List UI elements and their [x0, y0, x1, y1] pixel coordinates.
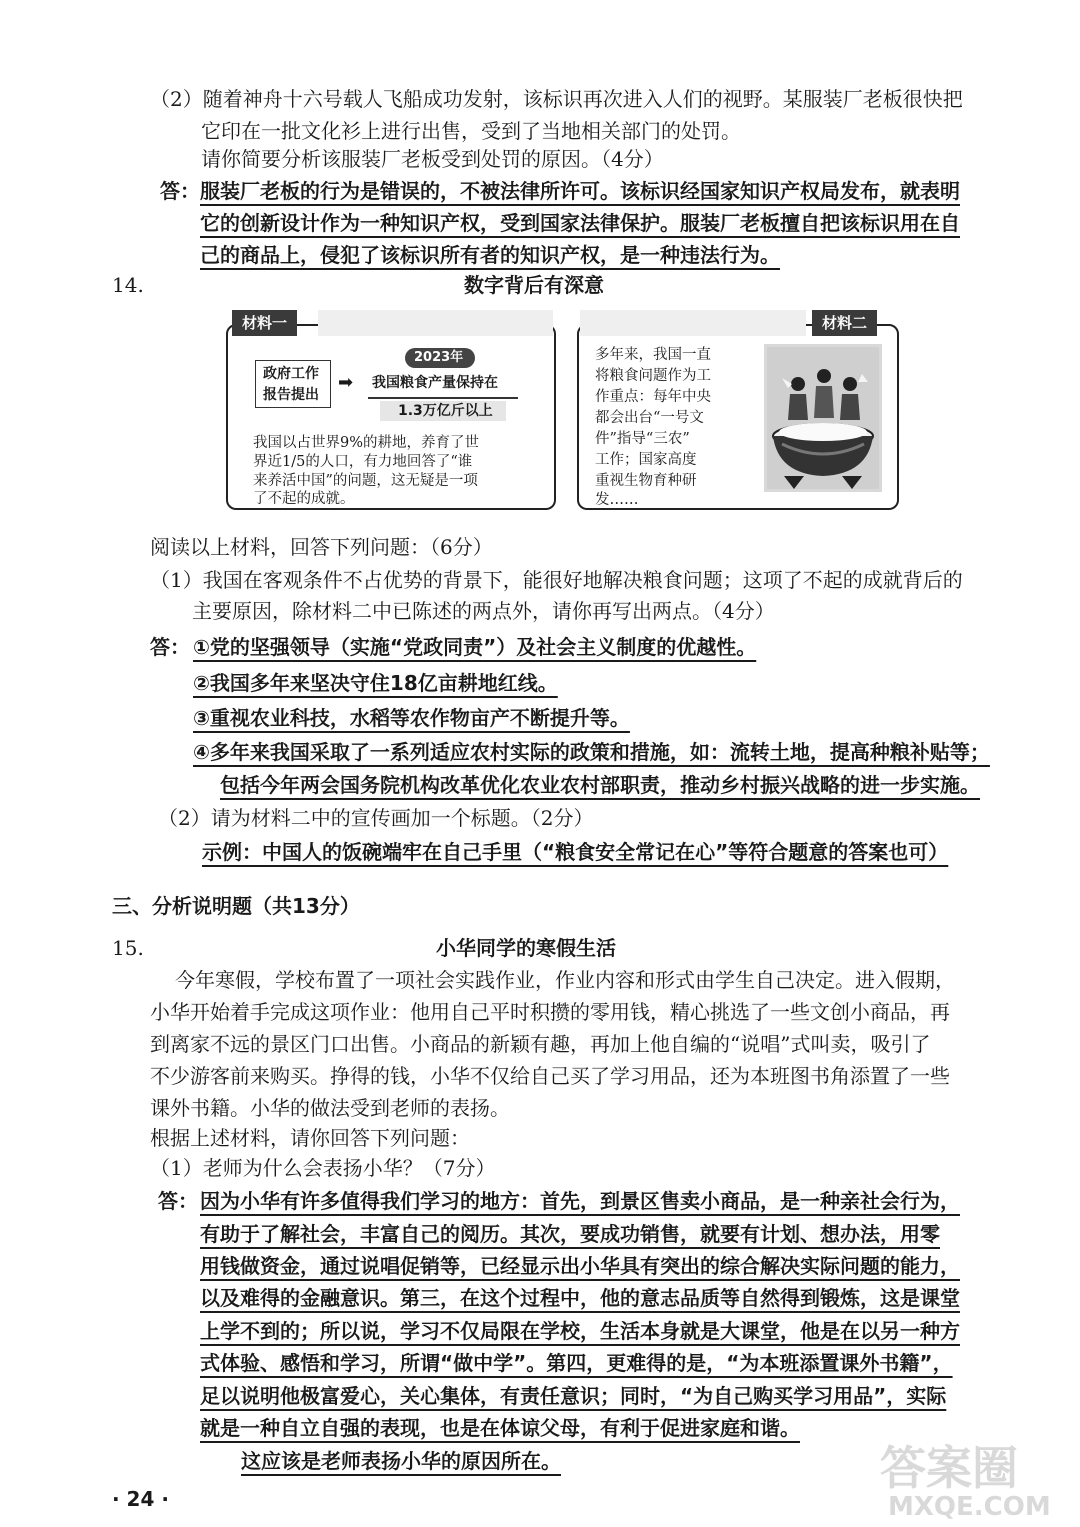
q15-answer-label: 答：	[158, 1189, 198, 1213]
material2-text-line7: 重视生物育种研	[595, 473, 697, 489]
q15-number: 15.	[112, 936, 144, 960]
q14-answer-1: ①党的坚强领导（实施“党政同责”）及社会主义制度的优越性。	[193, 635, 757, 659]
q14-answer-4-line2: 包括今年两会国务院机构改革优化农业农村部职责，推动乡村振兴战略的进一步实施。	[220, 773, 980, 797]
q15-answer-line7: 足以说明他极富爱心，关心集体，有责任意识；同时，“为自己购买学习用品”，实际	[200, 1384, 947, 1408]
q13-part2-line3: 请你简要分析该服装厂老板受到处罚的原因。（4分）	[201, 147, 664, 171]
q14-part1-line1: （1）我国在客观条件不占优势的背景下，能很好地解决粮食问题；这项了不起的成就背后的	[150, 568, 963, 592]
material1-tag: 材料一	[232, 310, 297, 336]
q14-intro: 阅读以上材料，回答下列问题：（6分）	[150, 535, 493, 559]
material2-tag: 材料二	[812, 310, 877, 336]
material1-text-line2: 界近1/5的人口，有力地回答了“谁	[253, 454, 473, 470]
q15-material-line2: 小华开始着手完成这项作业：他用自己平时积攒的零用钱，精心挑选了一些文创小商品，再	[150, 1000, 950, 1024]
material1-tag-bar	[318, 310, 553, 336]
material2-text-line1: 多年来，我国一直	[595, 347, 711, 363]
q15-title: 小华同学的寒假生活	[436, 936, 616, 960]
material1-text-line1: 我国以占世界9%的耕地，养育了世	[253, 435, 480, 451]
q13-part2-line1: （2）随着神舟十六号载人飞船成功发射，该标识再次进入人们的视野。某服装厂老板很快把	[150, 87, 963, 111]
watermark-logo: 答案圈	[880, 1441, 1018, 1495]
material2-text-line4: 都会出台“一号文	[595, 410, 704, 426]
q13-answer-line3: 己的商品上，侵犯了该标识所有者的知识产权，是一种违法行为。	[200, 243, 780, 267]
q14-title: 数字背后有深意	[464, 273, 604, 297]
q14-number: 14.	[112, 273, 144, 297]
q14-answer-3: ③重视农业科技，水稻等农作物亩产不断提升等。	[193, 706, 630, 730]
q15-answer-line6: 式体验、感悟和学习，所谓“做中学”。第四，更难得的是，“为本班添置课外书籍”，	[200, 1351, 953, 1375]
q13-part2-line2: 它印在一批文化衫上进行出售，受到了当地相关部门的处罚。	[201, 119, 741, 143]
q14-example: 示例：中国人的饭碗端牢在自己手里（“粮食安全常记在心”等符合题意的答案也可）	[202, 840, 949, 864]
material1-text-line3: 来养活中国”的问题，这无疑是一项	[253, 473, 478, 489]
q15-answer-line3: 用钱做资金，通过说唱促销等，已经显示出小华具有突出的综合解决实际问题的能力，	[200, 1254, 960, 1278]
rice-bowl-poster-illustration	[764, 344, 882, 492]
q15-material-line4: 不少游客前来购买。挣得的钱，小华不仅给自己买了学习用品，还为本班图书角添置了一些	[150, 1064, 950, 1088]
q15-material-line3: 到离家不远的景区门口出售。小商品的新颖有趣，再加上他自编的“说唱”式叫卖，吸引了	[150, 1032, 931, 1056]
q15-answer-line8: 就是一种自立自强的表现，也是在体谅父母，有利于促进家庭和谐。	[200, 1416, 800, 1440]
q13-answer-line2: 它的创新设计作为一种知识产权，受到国家法律保护。服装厂老板擅自把该标识用在自	[200, 211, 960, 235]
q15-part1: （1）老师为什么会表扬小华？（7分）	[150, 1156, 496, 1180]
q15-material-line5: 课外书籍。小华的做法受到老师的表扬。	[150, 1096, 510, 1120]
material1-source-line1: 政府工作	[263, 366, 319, 382]
section3-heading: 三、分析说明题（共13分）	[112, 894, 360, 918]
q13-answer-label: 答：	[160, 179, 200, 203]
material2-text-line3: 作重点：每年中央	[595, 389, 711, 405]
q13-answer-line1: 服装厂老板的行为是错误的，不被法律所许可。该标识经国家知识产权局发布，就表明	[200, 179, 960, 203]
q15-answer-line5: 上学不到的；所以说，学习不仅局限在学校，生活本身就是大课堂，他是在以另一种方	[200, 1319, 960, 1343]
q14-answer-2: ②我国多年来坚决守住18亿亩耕地红线。	[193, 671, 558, 695]
arrow-right-icon: ➡	[338, 372, 354, 393]
q15-answer-line9: 这应该是老师表扬小华的原因所在。	[241, 1449, 561, 1473]
material1-year: 2023年	[414, 350, 464, 365]
material2-tag-bar	[580, 310, 806, 336]
q15-answer-line1: 因为小华有许多值得我们学习的地方：首先，到景区售卖小商品，是一种亲社会行为，	[200, 1189, 960, 1213]
q14-part2: （2）请为材料二中的宣传画加一个标题。（2分）	[158, 806, 594, 830]
material1-source-line2: 报告提出	[263, 387, 319, 403]
material2-text-line2: 将粮食问题作为工	[595, 368, 711, 384]
watermark-url: MXQE.COM	[888, 1492, 1051, 1522]
material1-statement-line2: 1.3万亿斤以上	[398, 403, 493, 419]
q14-answer-4-line1: ④多年来我国采取了一系列适应农村实际的政策和措施，如：流转土地，提高种粮补贴等；	[193, 740, 990, 764]
material2-text-line5: 件”指导“三农”	[595, 431, 690, 447]
material2-text-line8: 发……	[595, 492, 639, 508]
q14-part1-line2: 主要原因，除材料二中已陈述的两点外，请你再写出两点。（4分）	[192, 599, 775, 623]
q15-answer-line2: 有助于了解社会，丰富自己的阅历。其次，要成功销售，就要有计划、想办法，用零	[200, 1222, 940, 1246]
material1-text-line4: 了不起的成就。	[253, 491, 355, 507]
page-number: · 24 ·	[112, 1487, 169, 1511]
q15-ask: 根据上述材料，请你回答下列问题：	[150, 1126, 470, 1150]
q15-material-line1: 今年寒假，学校布置了一项社会实践作业，作业内容和形式由学生自己决定。进入假期，	[175, 968, 955, 992]
q14-answer-label: 答：	[150, 635, 190, 659]
q15-answer-line4: 以及难得的金融意识。第三，在这个过程中，他的意志品质等自然得到锻炼，这是课堂	[200, 1286, 960, 1310]
material1-divider	[368, 397, 518, 399]
material1-statement-line1: 我国粮食产量保持在	[372, 375, 498, 391]
material2-text-line6: 工作；国家高度	[595, 452, 697, 468]
